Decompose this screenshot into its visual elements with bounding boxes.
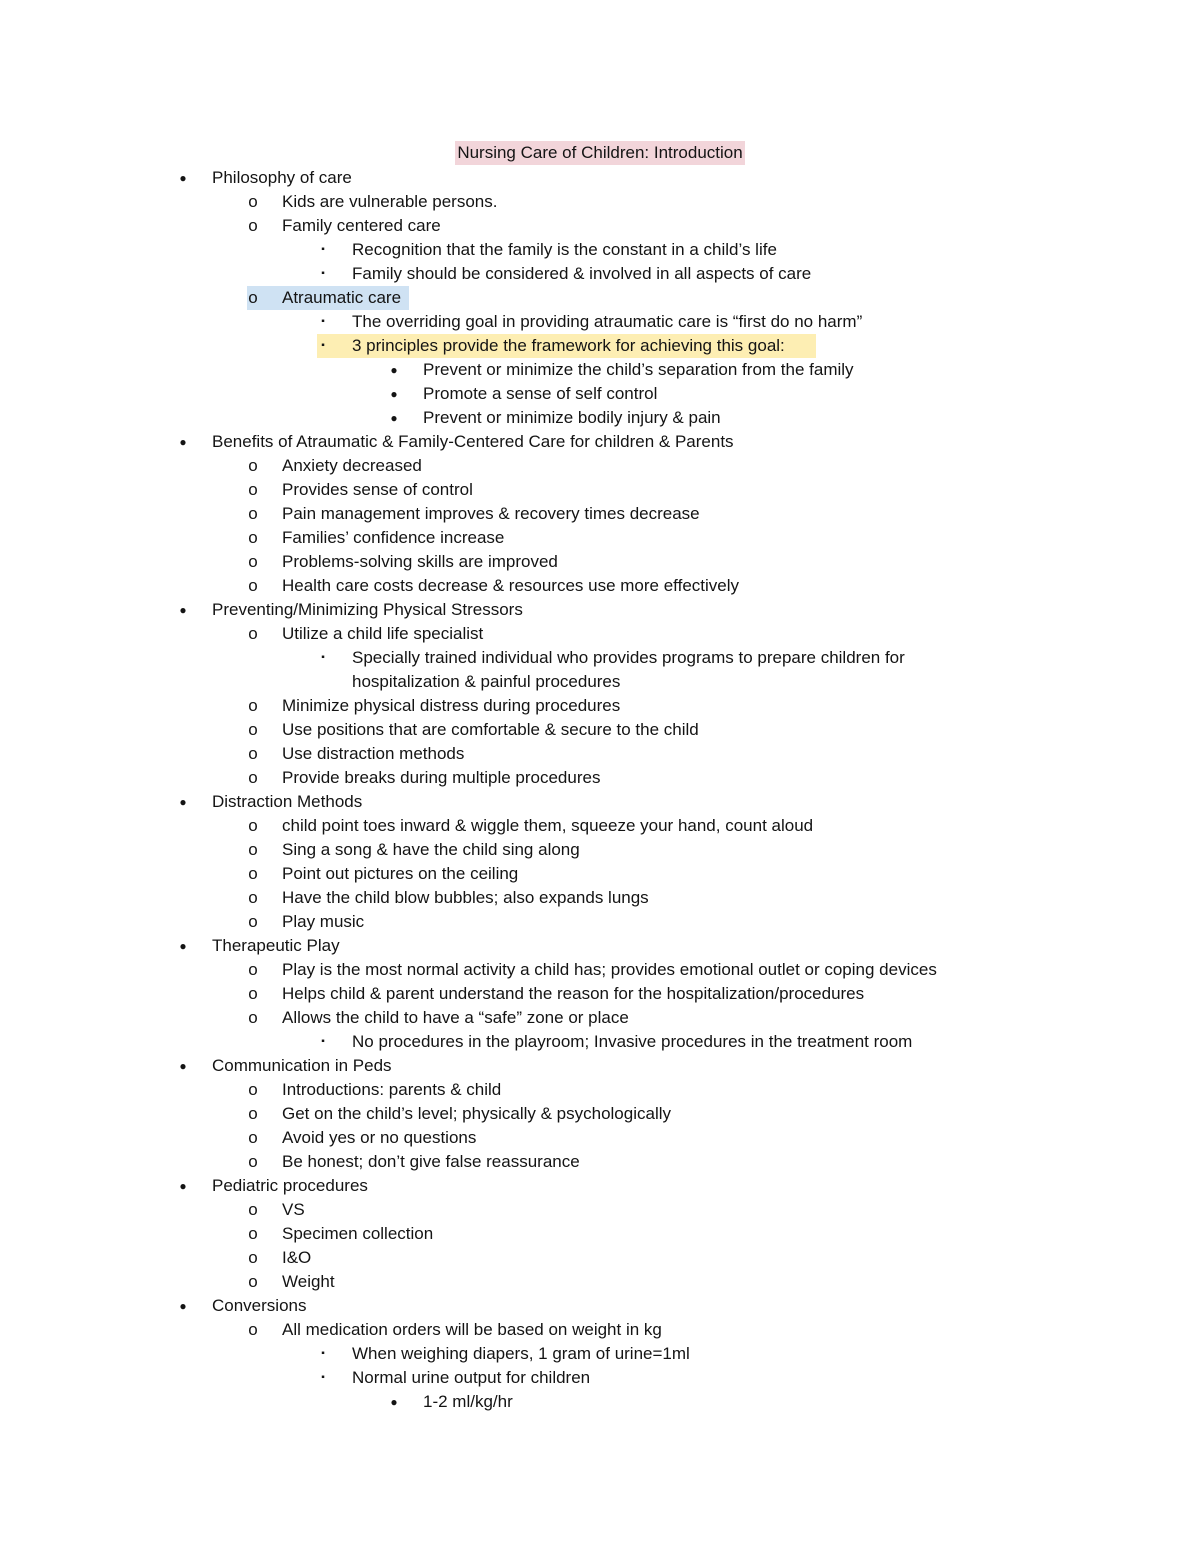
outline-item-text: Normal urine output for children [352, 1368, 591, 1387]
bullet-marker-icon: o [248, 456, 258, 475]
outline-item-level-2 [0, 1030, 1200, 1054]
bullet-marker-icon: ▪ [321, 652, 325, 663]
bullet-marker-icon: ● [179, 1299, 187, 1313]
outline-item-text: Kids are vulnerable persons. [282, 192, 498, 211]
outline-item-level-1 [0, 958, 1200, 982]
outline-item-text: Utilize a child life specialist [282, 624, 484, 643]
outline-item-level-1 [0, 502, 1200, 526]
outline-item-text: 3 principles provide the framework for achieving this goal: [352, 336, 785, 355]
outline-item-level-2 [0, 334, 1200, 358]
outline-item-text: Get on the child’s level; physically & psychologically [282, 1104, 671, 1123]
bullet-marker-icon: o [248, 960, 258, 979]
outline-item-text: Philosophy of care [212, 168, 352, 187]
outline-item-level-0 [0, 1294, 1200, 1318]
outline-item-level-1 [0, 478, 1200, 502]
bullet-marker-icon: o [248, 1128, 258, 1147]
bullet-marker-icon: ● [179, 171, 187, 185]
outline-item-text: Families’ confidence increase [282, 528, 505, 547]
outline-item-text: Be honest; don’t give false reassurance [282, 1152, 580, 1171]
outline-item-level-2 [0, 310, 1200, 334]
outline-item-text: When weighing diapers, 1 gram of urine=1ml [352, 1344, 690, 1363]
bullet-marker-icon: ▪ [321, 1372, 325, 1383]
bullet-marker-icon: o [248, 624, 258, 643]
outline-item-text: Specimen collection [282, 1224, 434, 1243]
outline-item-text: Communication in Peds [212, 1056, 392, 1075]
outline-item-text: Atraumatic care [282, 288, 402, 307]
bullet-marker-icon: o [248, 288, 258, 307]
bullet-marker-icon: o [248, 864, 258, 883]
outline-item-level-0 [0, 790, 1200, 814]
outline-item-level-1 [0, 1222, 1200, 1246]
outline-item-text: Anxiety decreased [282, 456, 422, 475]
bullet-marker-icon: o [248, 1104, 258, 1123]
outline-item-level-3 [0, 358, 1200, 382]
bullet-marker-icon: o [248, 816, 258, 835]
outline-item-text: Distraction Methods [212, 792, 363, 811]
outline-item-level-1 [0, 526, 1200, 550]
bullet-marker-icon: ● [390, 1395, 398, 1409]
bullet-marker-icon: ● [179, 795, 187, 809]
bullet-marker-icon: o [248, 1248, 258, 1267]
outline-item-text: Sing a song & have the child sing along [282, 840, 580, 859]
bullet-marker-icon: ▪ [321, 340, 325, 351]
outline-item-text: All medication orders will be based on weight in kg [282, 1320, 662, 1339]
outline-item-text: Play music [282, 912, 365, 931]
bullet-marker-icon: o [248, 1224, 258, 1243]
outline-item-level-1 [0, 838, 1200, 862]
outline-item-text: Point out pictures on the ceiling [282, 864, 519, 883]
outline-item-level-1 [0, 190, 1200, 214]
bullet-marker-icon: ▪ [321, 316, 325, 327]
outline-item-level-1 [0, 1246, 1200, 1270]
outline-item-text: Avoid yes or no questions [282, 1128, 477, 1147]
outline-item-level-0 [0, 934, 1200, 958]
outline-item-level-1 [0, 694, 1200, 718]
outline-item-level-0 [0, 430, 1200, 454]
outline-item-level-1 [0, 1270, 1200, 1294]
outline-item-text: The overriding goal in providing atraumatic care is “first do no harm” [352, 312, 863, 331]
page-header [0, 141, 1200, 165]
outline-item-text: Health care costs decrease & resources use more effectively [282, 576, 740, 595]
outline-item-text: VS [282, 1200, 305, 1219]
bullet-marker-icon: o [248, 720, 258, 739]
outline-item-text: Preventing/Minimizing Physical Stressors [212, 600, 523, 619]
outline-item-text: Specially trained individual who provides programs to prepare children for hospitalization & painful procedures [352, 648, 905, 691]
outline-item-level-1 [0, 886, 1200, 910]
outline-item-text: Introductions: parents & child [282, 1080, 502, 1099]
outline-item-level-3 [0, 406, 1200, 430]
bullet-marker-icon: o [248, 768, 258, 787]
outline-item-text: Minimize physical distress during procedures [282, 696, 621, 715]
bullet-marker-icon: o [248, 1152, 258, 1171]
bullet-marker-icon: o [248, 576, 258, 595]
outline-item-text: Recognition that the family is the constant in a child’s life [352, 240, 777, 259]
bullet-marker-icon: ▪ [321, 244, 325, 255]
outline-item-level-1 [0, 214, 1200, 238]
outline-item-text: Allows the child to have a “safe” zone or place [282, 1008, 629, 1027]
outline-item-level-1 [0, 1198, 1200, 1222]
outline-item-level-1 [0, 1150, 1200, 1174]
outline-item-text: Conversions [212, 1296, 307, 1315]
outline-item-text: Family should be considered & involved in all aspects of care [352, 264, 812, 283]
outline-item-level-2 [0, 1366, 1200, 1390]
outline-item-level-1 [0, 718, 1200, 742]
outline-item-text: Pediatric procedures [212, 1176, 368, 1195]
page-title: Nursing Care of Children: Introduction [455, 141, 744, 165]
outline-item-text: Weight [282, 1272, 335, 1291]
bullet-marker-icon: o [248, 840, 258, 859]
outline-item-text: I&O [282, 1248, 312, 1267]
outline-item-text: Provide breaks during multiple procedures [282, 768, 601, 787]
outline-item-text: Prevent or minimize bodily injury & pain [423, 408, 721, 427]
bullet-marker-icon: o [248, 192, 258, 211]
outline-item-text: Use distraction methods [282, 744, 465, 763]
outline-item-text: 1-2 ml/kg/hr [423, 1392, 513, 1411]
outline-item-text: Have the child blow bubbles; also expands lungs [282, 888, 649, 907]
outline-item-level-0 [0, 1174, 1200, 1198]
outline-item-level-3 [0, 382, 1200, 406]
outline-item-level-1 [0, 910, 1200, 934]
bullet-marker-icon: o [248, 1320, 258, 1339]
bullet-marker-icon: o [248, 1200, 258, 1219]
outline-item-text: Problems-solving skills are improved [282, 552, 558, 571]
bullet-marker-icon: ● [390, 387, 398, 401]
outline-item-level-3 [0, 1390, 1200, 1414]
bullet-marker-icon: ● [390, 363, 398, 377]
outline-item-level-1 [0, 454, 1200, 478]
bullet-marker-icon: o [248, 1272, 258, 1291]
outline-item-level-0 [0, 598, 1200, 622]
outline-item-text: Play is the most normal activity a child has; provides emotional outlet or coping devices [282, 960, 937, 979]
outline-item-text: child point toes inward & wiggle them, squeeze your hand, count aloud [282, 816, 814, 835]
bullet-marker-icon: ▪ [321, 1348, 325, 1359]
bullet-marker-icon: o [248, 984, 258, 1003]
bullet-marker-icon: o [248, 504, 258, 523]
outline-item-level-1 [0, 550, 1200, 574]
outline-item-level-2 [0, 1342, 1200, 1366]
outline-item-level-1 [0, 862, 1200, 886]
bullet-marker-icon: o [248, 480, 258, 499]
outline-item-level-0 [0, 1054, 1200, 1078]
outline-item-level-1 [0, 766, 1200, 790]
outline-item-text: Use positions that are comfortable & secure to the child [282, 720, 699, 739]
bullet-marker-icon: ● [179, 435, 187, 449]
bullet-marker-icon: ● [179, 603, 187, 617]
outline-item-level-2 [0, 238, 1200, 262]
outline-item-text: Helps child & parent understand the reason for the hospitalization/procedures [282, 984, 865, 1003]
bullet-marker-icon: o [248, 1008, 258, 1027]
outline-item-level-1 [0, 1126, 1200, 1150]
outline-item-level-1 [0, 1006, 1200, 1030]
bullet-marker-icon: o [248, 528, 258, 547]
outline-item-text: Prevent or minimize the child’s separation from the family [423, 360, 854, 379]
outline-item-level-1 [0, 1102, 1200, 1126]
outline-item-text: Family centered care [282, 216, 441, 235]
bullet-marker-icon: o [248, 744, 258, 763]
outline-item-text: Provides sense of control [282, 480, 473, 499]
outline-item-text: Benefits of Atraumatic & Family-Centered Care for children & Parents [212, 432, 734, 451]
outline-item-text: No procedures in the playroom; Invasive procedures in the treatment room [352, 1032, 913, 1051]
notes-outline [0, 166, 1200, 1414]
outline-item-level-1 [0, 982, 1200, 1006]
bullet-marker-icon: ● [179, 1059, 187, 1073]
bullet-marker-icon: o [248, 216, 258, 235]
outline-item-level-1 [0, 574, 1200, 598]
bullet-marker-icon: ● [390, 411, 398, 425]
bullet-marker-icon: o [248, 888, 258, 907]
outline-item-text: Promote a sense of self control [423, 384, 658, 403]
outline-item-level-1 [0, 1078, 1200, 1102]
bullet-marker-icon: ▪ [321, 1036, 325, 1047]
outline-item-level-1 [0, 1318, 1200, 1342]
bullet-marker-icon: ● [179, 939, 187, 953]
bullet-marker-icon: ▪ [321, 268, 325, 279]
outline-item-level-0 [0, 166, 1200, 190]
outline-item-text: Therapeutic Play [212, 936, 340, 955]
bullet-marker-icon: o [248, 696, 258, 715]
outline-item-level-1 [0, 814, 1200, 838]
bullet-marker-icon: o [248, 912, 258, 931]
outline-item-level-1 [0, 622, 1200, 646]
bullet-marker-icon: o [248, 1080, 258, 1099]
outline-item-level-2 [0, 262, 1200, 286]
outline-item-level-1 [0, 286, 1200, 310]
outline-item-text: Pain management improves & recovery times decrease [282, 504, 700, 523]
outline-item-level-1 [0, 742, 1200, 766]
bullet-marker-icon: o [248, 552, 258, 571]
bullet-marker-icon: ● [179, 1179, 187, 1193]
outline-item-level-2 [0, 646, 1200, 694]
